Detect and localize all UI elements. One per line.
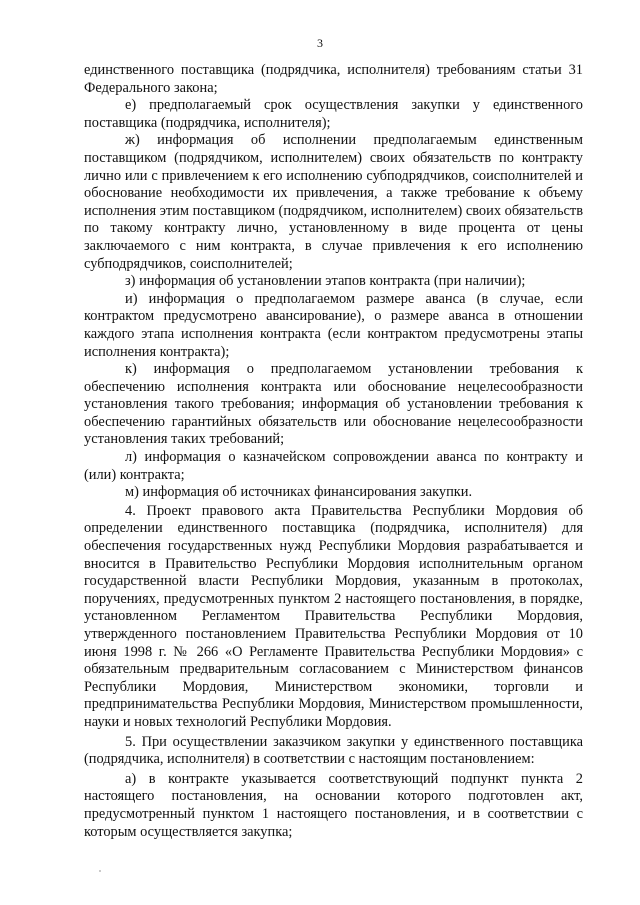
paragraph-item-l: л) информация о казначейском сопровождении аванса по контракту и (или) контракта; xyxy=(84,449,583,483)
paragraph-item-zh: ж) информация об исполнении предполагаемым единственным поставщиком (подрядчиком, исполнителем) своих обязательств по контракту лично или с привлечением к его исполнению субподрядчиков, соисполнителей и обоснование необходимости их привлечения, а также требование к объему исполнения этим поставщиком (подрядчиком, исполнителем) своих обязательств по такому контракту лично, установленному в виде процента от цены заключаемого с ним контракта, в случае привлечения к его исполнению субподрядчиков, соисполнителей; xyxy=(84,132,583,272)
paragraph-section-4: 4. Проект правового акта Правительства Республики Мордовия об определении единственного поставщика (подрядчика, исполнителя) для обеспечения государственных нужд Республики Мордовия разрабатывается и вносится в Правительство Республики Мордовия исполнительным органом государственной власти Республики Мордовия, указанным в протоколах, поручениях, предусмотренных пунктом 2 настоящего постановления, в порядке, установленном Регламентом Правительства Республики Мордовия, утвержденного постановлением Правительства Республики Мордовия от 10 июня 1998 г. № 266 «О Регламенте Правительства Республики Мордовия» с обязательным предварительным согласованием с Министерством финансов Республики Мордовия, Министерством экономики, торговли и предпринимательства Республики Мордовия, Министерством промышленности, науки и новых технологий Республики Мордовия. xyxy=(84,502,583,730)
document-body xyxy=(84,62,583,841)
paragraph-section-5: 5. При осуществлении заказчиком закупки у единственного поставщика (подрядчика, исполнителя) в соответствии с настоящим постановлением: xyxy=(84,733,583,768)
paragraph-item-z: з) информация об установлении этапов контракта (при наличии); xyxy=(125,273,526,290)
paragraph-section-5-item-a: а) в контракте указывается соответствующий подпункт пункта 2 настоящего постановления, на основании которого подготовлен акт, предусмотренный пунктом 1 настоящего постановления, и в соответствии с которым осуществляется закупка; xyxy=(84,770,583,840)
scan-artifact-dot xyxy=(99,870,101,872)
page-number: 3 xyxy=(317,36,323,50)
paragraph-item-k: к) информация о предполагаемом установлении требования к обеспечению исполнения контракта или обоснование нецелесообразности установления такого требования; информация об установлении требования к обеспечению гарантийных обязательств или обоснование нецелесообразности установления таких требований; xyxy=(84,361,583,448)
paragraph-item-m: м) информация об источниках финансирования закупки. xyxy=(125,484,473,501)
paragraph-continuation: единственного поставщика (подрядчика, исполнителя) требованиям статьи 31 Федерального закона; xyxy=(84,62,583,96)
paragraph-item-e: е) предполагаемый срок осуществления закупки у единственного поставщика (подрядчика, исполнителя); xyxy=(84,97,583,131)
paragraph-item-i: и) информация о предполагаемом размере аванса (в случае, если контрактом предусмотрено авансирование), о размере аванса в отношении каждого этапа исполнения контракта (если контрактом предусмотрены этапы исполнения контракта); xyxy=(84,290,583,360)
